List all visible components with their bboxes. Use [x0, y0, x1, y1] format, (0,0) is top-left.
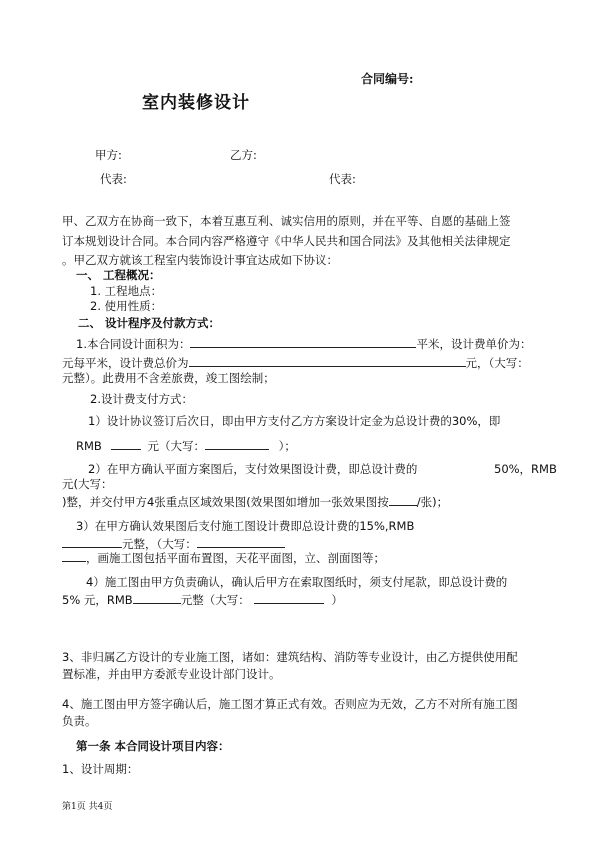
total-fee-blank — [189, 355, 466, 367]
section-2-heading: 二、 设计程序及付款方式： — [78, 316, 221, 330]
article-1-item-design-period: 1、设计周期： — [62, 762, 139, 776]
payment-method-label: 2.设计费支付方式： — [90, 392, 193, 406]
step-3-scope-blank — [62, 550, 86, 562]
intro-line-3: 。甲乙双方就该工程室内装饰设计事宜达成如下协议： — [62, 253, 338, 267]
total-fee-label: 元每平米，设计费总价为 — [62, 356, 189, 370]
party-b-label: 乙方: — [230, 148, 257, 162]
payment-step-1-amount — [76, 438, 296, 453]
payment-step-4-amount — [62, 592, 343, 607]
capital-blank — [205, 438, 269, 450]
section-1-heading: 一、 工程概况： — [76, 268, 161, 282]
section-1-item-location: 1. 工程地点： — [90, 284, 163, 298]
party-a-label: 甲方: — [95, 148, 122, 162]
final-capital-label: 元整（大写： — [180, 593, 250, 607]
design-area-label: 1.本合同设计面积为： — [76, 337, 191, 351]
clause-3-line-1: 3、非归属乙方设计的专业施工图，诸如：建筑结构、消防等专业设计，由乙方提供使用配 — [62, 650, 518, 664]
final-rmb-label: 5% 元，RMB — [62, 593, 133, 607]
design-area-line — [76, 336, 531, 351]
payment-step-4: 4）施工图由甲方负责确认，确认后甲方在索取图纸时，须支付尾款，即总设计费的 — [86, 575, 508, 589]
party-a-representative-label: 代表: — [100, 172, 127, 186]
payment-step-2-capital: 元(大写： — [62, 477, 113, 491]
payment-step-2: 2）在甲方确认平面方案图后，支付效果图设计费，即总设计费的 — [88, 462, 418, 476]
clause-4-line-1: 4、施工图由甲方签字确认后，施工图才算正式有效。否则应为无效，乙方不对所有施工图 — [62, 697, 518, 711]
step-3-rmb-blank — [62, 536, 122, 548]
final-close-paren: ） — [331, 593, 343, 607]
payment-step-2-percent: 50%，RMB — [494, 462, 557, 476]
intro-line-2: 订本规划设计合同。本合同内容严格遵守《中华人民共和国合同法》及其他相关法律规定 — [62, 234, 511, 248]
contract-number-label: 合同编号: — [361, 72, 414, 86]
unit-price-label: 平米，设计费单价为： — [416, 337, 532, 351]
per-sheet-label: /张)； — [416, 495, 449, 509]
design-area-blank — [190, 336, 416, 348]
total-fee-line — [62, 355, 529, 370]
payment-step-3-scope — [62, 550, 385, 565]
capital-label: 元（大写： — [147, 439, 205, 453]
render-price-blank — [389, 494, 417, 506]
payment-step-3-amount — [62, 536, 285, 551]
final-rmb-blank — [133, 592, 181, 604]
party-b-representative-label: 代表: — [329, 172, 356, 186]
article-1-heading: 第一条 本合同设计项目内容： — [76, 739, 230, 753]
total-fee-capital-label: 元，（大写： — [465, 356, 529, 370]
payment-step-3: 3）在甲方确认效果图后支付施工图设计费即总设计费的15%,RMB — [76, 519, 415, 533]
payment-step-2-render-line — [62, 494, 448, 509]
clause-3-line-2: 置标准，并由甲方委派专业设计部门设计。 — [62, 667, 281, 681]
document-title: 室内装修设计 — [142, 93, 250, 113]
clause-4-line-2: 负责。 — [62, 714, 97, 728]
final-capital-blank — [254, 592, 324, 604]
payment-step-1: 1）设计协议签订后次日，即由甲方支付乙方方案设计定金为总设计费的30%，即 — [88, 414, 501, 428]
rmb-blank — [111, 438, 141, 450]
step-3-capital-label: 元整，（大写： — [122, 537, 197, 551]
construction-drawing-scope: ，画施工图包括平面布置图，天花平面图，立、剖面图等； — [86, 551, 385, 565]
section-1-item-usage: 2. 使用性质： — [90, 299, 163, 313]
render-note-label: )整，并交付甲方4张重点区域效果图(效果图如增加一张效果图按 — [62, 495, 389, 509]
rmb-label: RMB — [76, 439, 102, 453]
page-number: 第1页 共4页 — [62, 802, 113, 812]
step-3-capital-blank — [197, 536, 285, 548]
fee-note-line: 元整）。此费用不含差旅费，竣工图绘制； — [62, 371, 275, 385]
intro-line-1: 甲、乙双方在协商一致下，本着互惠互利、诚实信用的原则，并在平等、自愿的基础上签 — [62, 214, 511, 228]
close-paren: ）； — [278, 439, 296, 453]
